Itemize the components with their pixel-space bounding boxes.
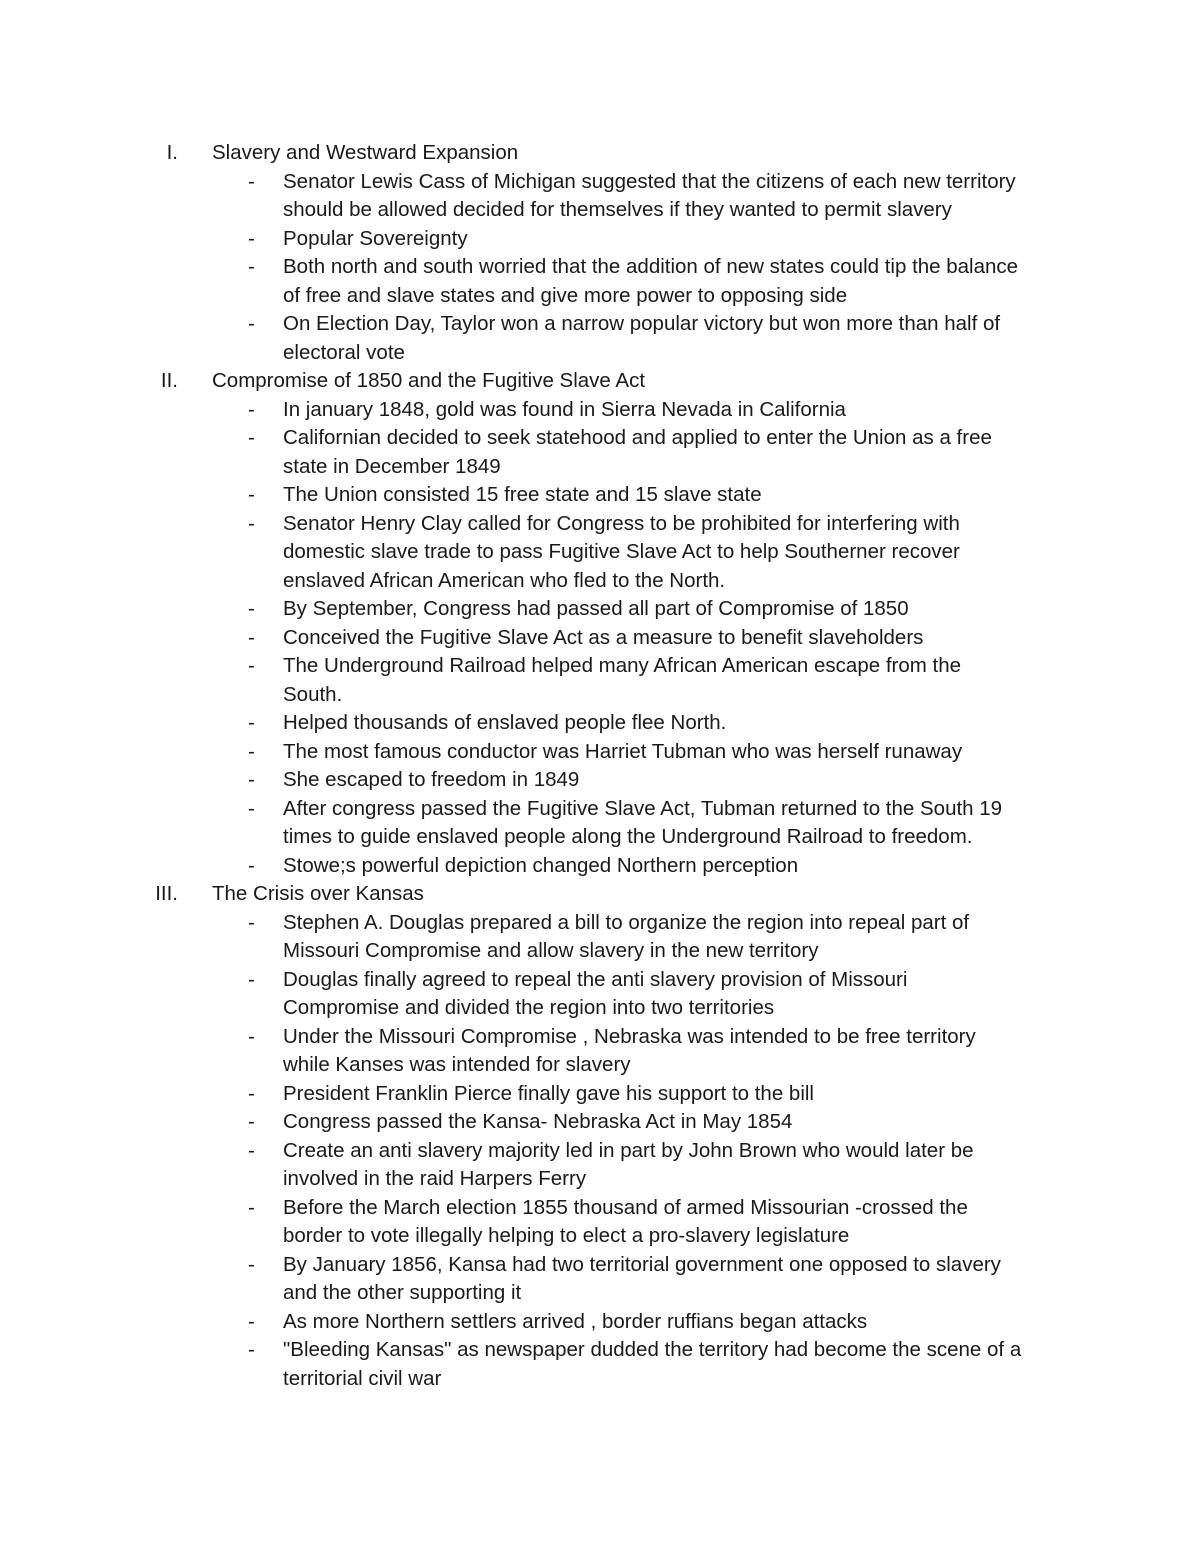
bullet-text-line: The Union consisted 15 free state and 15 slave state [283,483,762,506]
bullet-text-line: The Underground Railroad helped many African American escape from the [283,654,962,677]
bullet-dash: - [248,1309,255,1333]
bullet-dash: - [248,739,255,763]
bullet-text-line: Before the March election 1855 thousand of armed Missourian -crossed the [283,1195,968,1219]
bullet-text [283,852,1073,881]
bullet-text-line: Senator Lewis Cass of Michigan suggested that the citizens of each new territory [283,169,1016,193]
bullet-item [0,795,1200,852]
bullet-text-line: Create an anti slavery majority led in part by John Brown who would later be [283,1138,974,1162]
bullet-dash: - [248,426,255,449]
bullet-text-line: while Kanses was intended for slavery [283,1053,631,1076]
bullet-text [283,795,1073,852]
section-numeral: III. [155,882,178,905]
bullet-text-line: border to vote illegally helping to elect a pro-slavery legislature [283,1224,850,1247]
bullet-text [283,168,1073,225]
bullet-text-line: should be allowed decided for themselves if they wanted to permit slavery [283,198,952,221]
bullet-text-line: The most famous conductor was Harriet Tubman who was herself runaway [283,739,963,763]
bullet-item [0,709,1200,738]
section-heading [0,367,1200,396]
bullet-text-line: She escaped to freedom in 1849 [283,768,580,791]
bullet-text-line: By January 1856, Kansa had two territorial government one opposed to slavery [283,1252,1001,1276]
bullet-text-line: Helped thousands of enslaved people flee North. [283,711,727,734]
bullet-dash: - [248,1252,255,1276]
bullet-dash: - [248,768,255,791]
bullet-item [0,1194,1200,1251]
bullet-text-line: Congress passed the Kansa- Nebraska Act in May 1854 [283,1110,793,1133]
bullet-text-line: territorial civil war [283,1366,442,1390]
bullet-text-line: Californian decided to seek statehood and applied to enter the Union as a free [283,426,992,449]
bullet-text-line: Compromise and divided the region into two territories [283,996,775,1019]
bullet-text [283,481,1073,510]
bullet-text-line: In january 1848, gold was found in Sierra Nevada in California [283,397,846,421]
bullet-item [0,1080,1200,1109]
bullet-text-line: South. [283,682,343,706]
section-numeral: I. [166,141,178,164]
bullet-text-line: By September, Congress had passed all part of Compromise of 1850 [283,597,909,620]
bullet-text-line: domestic slave trade to pass Fugitive Slave Act to help Southerner recover [283,540,960,563]
bullet-dash: - [248,397,255,421]
bullet-item [0,766,1200,795]
bullet-item [0,652,1200,709]
bullet-item [0,852,1200,881]
bullet-text-line: Douglas finally agreed to repeal the anti slavery provision of Missouri [283,967,908,991]
bullet-text [283,624,1073,653]
bullet-text-line: President Franklin Pierce finally gave his support to the bill [283,1081,814,1105]
bullet-text [283,1108,1073,1137]
bullet-text [283,1137,1073,1194]
bullet-dash: - [248,654,255,677]
section-numeral: II. [160,369,178,392]
bullet-text [283,1251,1073,1308]
bullet-text-line: After congress passed the Fugitive Slave Act, Tubman returned to the South 19 [283,796,1003,820]
bullet-dash: - [248,1024,255,1048]
bullet-item [0,624,1200,653]
bullet-text-line: "Bleeding Kansas" as newspaper dudded the territory had become the scene of a [283,1338,1022,1361]
section-heading [0,139,1200,168]
bullet-text [283,1194,1073,1251]
bullet-item [0,510,1200,596]
bullet-item [0,1336,1200,1393]
bullet-text [283,253,1073,310]
outline-section [0,139,1200,367]
bullet-dash: - [248,1081,255,1105]
bullet-dash: - [248,967,255,991]
section-title: Compromise of 1850 and the Fugitive Slave Act [212,369,646,392]
bullet-text [283,225,1073,254]
bullet-item [0,396,1200,425]
bullet-item [0,310,1200,367]
bullet-dash: - [248,625,255,649]
bullet-dash: - [248,312,255,335]
bullet-item [0,1023,1200,1080]
bullet-text-line: Stephen A. Douglas prepared a bill to organize the region into repeal part of [283,910,970,934]
bullet-item [0,595,1200,624]
bullet-text [283,738,1073,767]
bullet-text-line: enslaved African American who fled to the North. [283,568,726,592]
bullet-text [283,966,1073,1023]
bullet-item [0,1137,1200,1194]
outline-section [0,880,1200,1393]
bullet-text-line: Conceived the Fugitive Slave Act as a measure to benefit slaveholders [283,625,924,649]
bullet-dash: - [248,1338,255,1361]
bullet-text-line: and the other supporting it [283,1281,522,1304]
bullet-dash: - [248,1138,255,1162]
bullet-text-line: As more Northern settlers arrived , border ruffians began attacks [283,1309,868,1333]
bullet-dash: - [248,711,255,734]
bullet-item [0,1251,1200,1308]
bullet-text [283,310,1073,367]
bullet-text-line: times to guide enslaved people along the Underground Railroad to freedom. [283,825,973,848]
bullet-text [283,709,1073,738]
bullet-text-line: Missouri Compromise and allow slavery in the new territory [283,939,819,962]
bullet-text [283,909,1073,966]
bullet-dash: - [248,169,255,193]
bullet-text [283,1023,1073,1080]
bullet-text-line: of free and slave states and give more power to opposing side [283,283,848,307]
section-title: Slavery and Westward Expansion [212,141,519,164]
bullet-text-line: Popular Sovereignty [283,226,468,250]
bullet-dash: - [248,511,255,535]
bullet-text-line: On Election Day, Taylor won a narrow popular victory but won more than half of [283,312,1001,335]
bullet-text-line: state in December 1849 [283,454,501,478]
bullet-text-line: involved in the raid Harpers Ferry [283,1167,587,1190]
bullet-dash: - [248,910,255,934]
bullet-text [283,1336,1073,1393]
bullet-text [283,424,1073,481]
bullet-text [283,1080,1073,1109]
bullet-text [283,396,1073,425]
bullet-dash: - [248,483,255,506]
section-heading [0,880,1200,909]
bullet-text [283,595,1073,624]
bullet-text [283,1308,1073,1337]
section-title: The Crisis over Kansas [212,882,424,905]
bullet-item [0,225,1200,254]
bullet-item [0,1308,1200,1337]
bullet-dash: - [248,853,255,877]
bullet-item [0,253,1200,310]
bullet-item [0,966,1200,1023]
bullet-text-line: Senator Henry Clay called for Congress to be prohibited for interfering with [283,511,960,535]
bullet-text [283,510,1073,596]
bullet-item [0,1108,1200,1137]
bullet-dash: - [248,226,255,250]
bullet-item [0,168,1200,225]
bullet-item [0,738,1200,767]
bullet-dash: - [248,1195,255,1219]
bullet-dash: - [248,597,255,620]
bullet-item [0,424,1200,481]
bullet-item [0,909,1200,966]
outline-section [0,367,1200,880]
bullet-text [283,652,1073,709]
bullet-dash: - [248,796,255,820]
bullet-text-line: electoral vote [283,340,405,364]
bullet-text-line: Under the Missouri Compromise , Nebraska was intended to be free territory [283,1024,976,1048]
bullet-dash: - [248,1110,255,1133]
bullet-dash: - [248,255,255,278]
bullet-text-line: Stowe;s powerful depiction changed Northern perception [283,853,799,877]
bullet-item [0,481,1200,510]
bullet-text [283,766,1073,795]
document-page [0,139,1200,1393]
bullet-text-line: Both north and south worried that the addition of new states could tip the balance [283,255,1019,278]
